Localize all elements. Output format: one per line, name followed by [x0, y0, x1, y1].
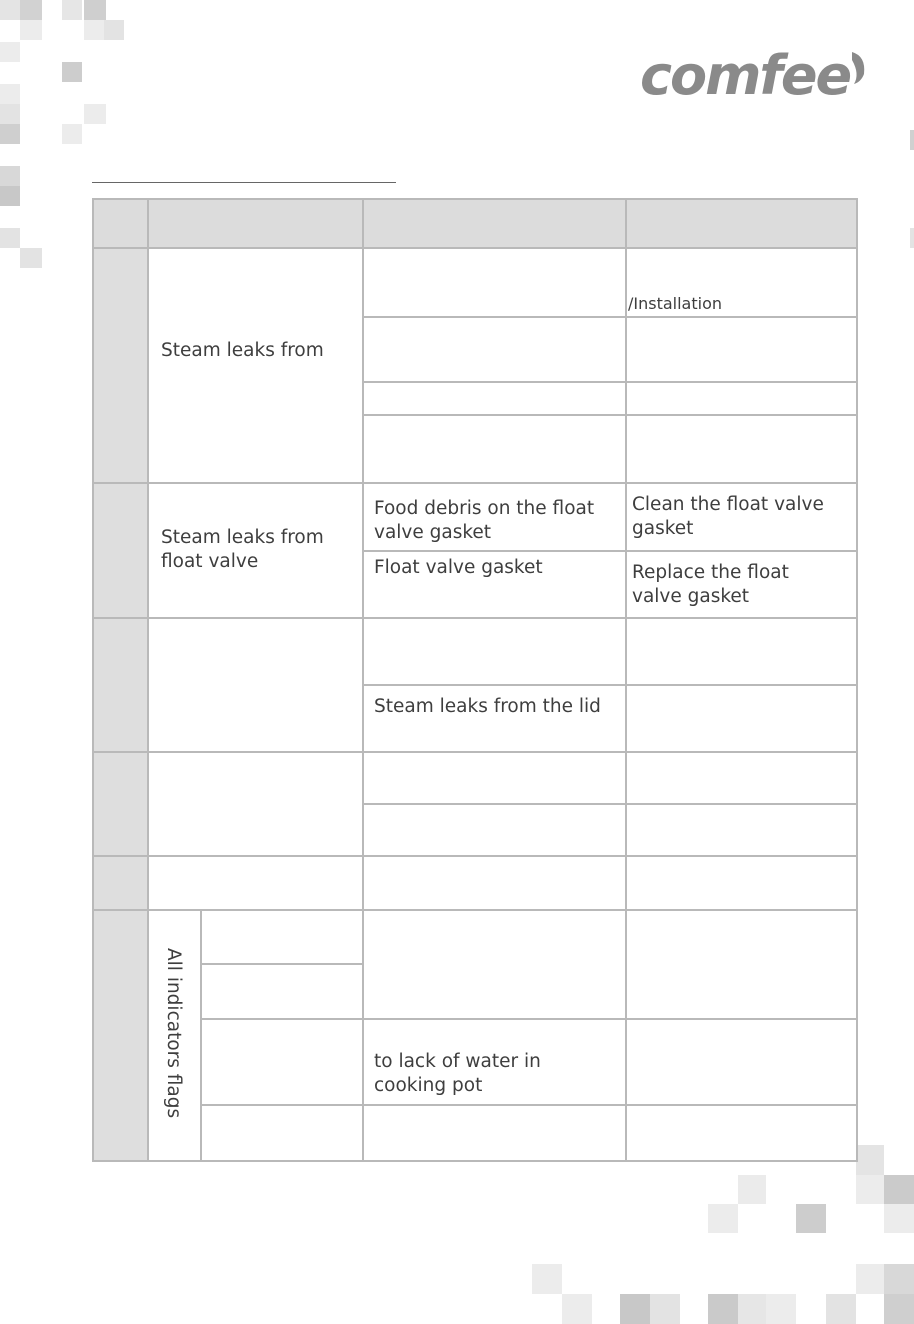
logo-swoosh	[852, 52, 864, 84]
header-row	[92, 198, 858, 248]
section-title-rule	[92, 182, 396, 183]
solution-replace-gasket-line1: Replace the float	[632, 562, 789, 583]
cause-steam-leaks-lid: Steam leaks from the lid	[374, 696, 601, 717]
problem-float-valve-line2: float valve	[161, 551, 259, 572]
problem-float-valve-line1: Steam leaks from	[161, 527, 324, 548]
cause-float-valve-gasket: Float valve gasket	[374, 557, 543, 578]
cause-lack-of-water-line1: to lack of water in	[374, 1051, 541, 1072]
problem-all-indicators-flags: All indicators flags	[163, 948, 184, 1119]
logo-wordmark: comfee	[640, 44, 851, 104]
cause-food-debris-line2: valve gasket	[374, 522, 492, 543]
comfee-logo	[640, 44, 876, 104]
solution-clean-gasket-line1: Clean the float valve	[632, 494, 824, 515]
index-column	[92, 248, 148, 1162]
problem-steam-leaks: Steam leaks from	[161, 340, 324, 361]
cause-food-debris-line1: Food debris on the float	[374, 498, 595, 519]
solution-replace-gasket-line2: valve gasket	[632, 586, 750, 607]
cause-lack-of-water-line2: cooking pot	[374, 1075, 483, 1096]
troubleshooting-table	[92, 198, 858, 1162]
solution-installation: /Installation	[628, 294, 723, 313]
solution-clean-gasket-line2: gasket	[632, 518, 694, 539]
